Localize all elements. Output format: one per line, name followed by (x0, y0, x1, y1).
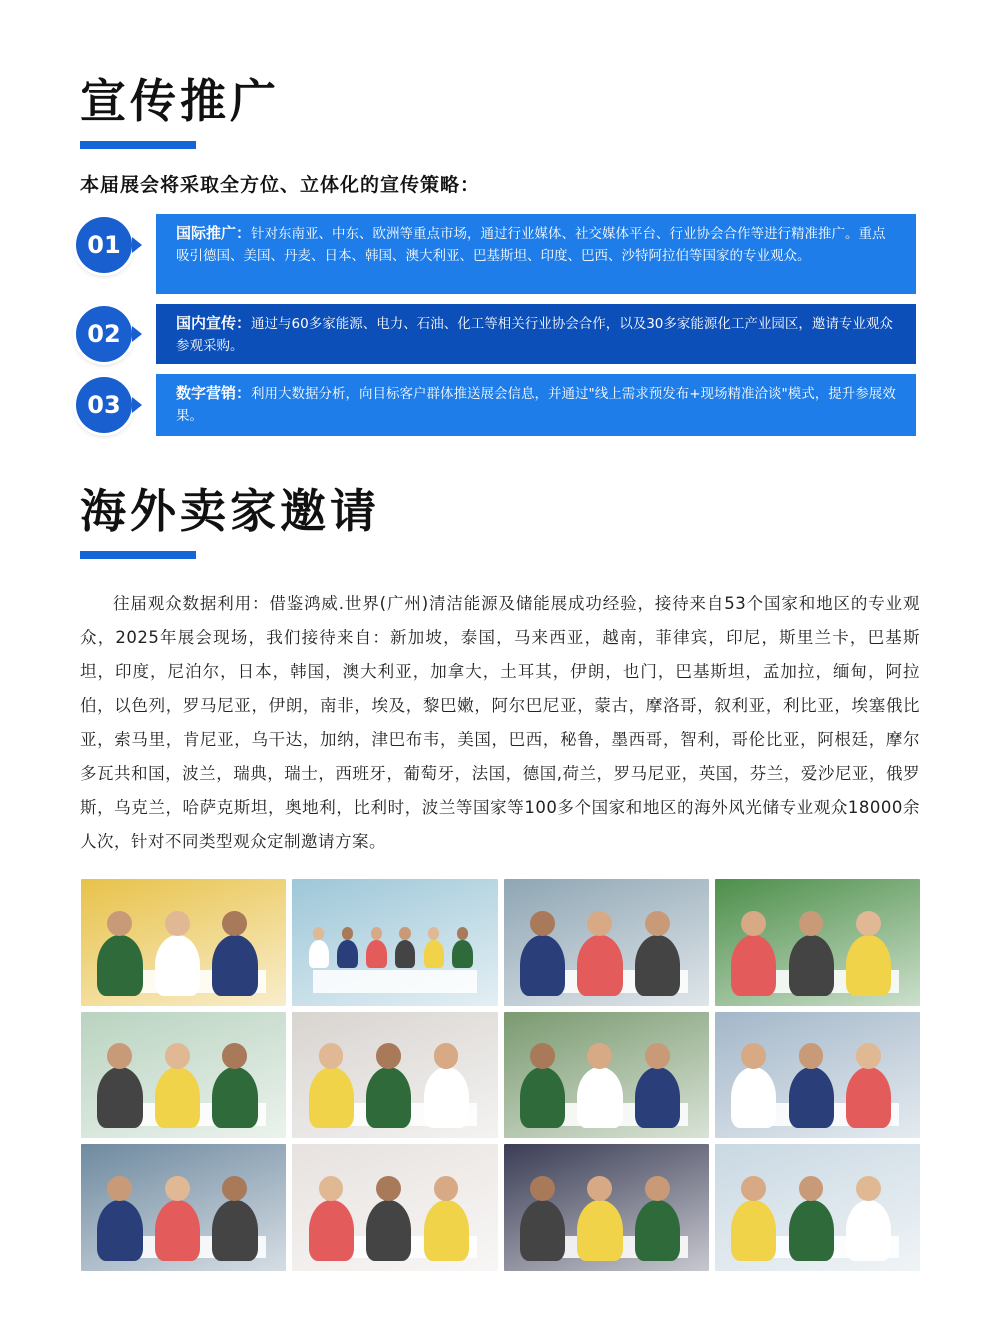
strategy-lead: 数字营销： (176, 384, 252, 402)
photo-person-shape (635, 935, 680, 996)
photo-person-shape (212, 935, 257, 996)
photo-booth-meeting-5 (292, 1012, 497, 1139)
number-badge: 02 (76, 306, 132, 362)
photo-person-shape (731, 1067, 776, 1128)
photo-head-shape (799, 1176, 824, 1201)
photo-person-shape (97, 1200, 142, 1261)
photo-head-shape (587, 1043, 612, 1068)
photo-head-shape (434, 1176, 459, 1201)
photo-head-shape (799, 1043, 824, 1068)
photo-head-shape (741, 911, 766, 936)
photo-person-shape (731, 1200, 776, 1261)
photo-head-shape (645, 911, 670, 936)
strategy-text: 利用大数据分析，向目标客户群体推送展会信息，并通过"线上需求预发布+现场精准洽谈"模式，提升参展效果。 (176, 386, 896, 424)
photo-person-shape (97, 1067, 142, 1128)
photo-head-shape (313, 927, 324, 940)
photo-person-shape (424, 1200, 469, 1261)
photo-person-shape (424, 1067, 469, 1128)
photo-booth-meeting-2 (504, 879, 709, 1006)
photo-group-banner (292, 879, 497, 1006)
photo-person-shape (846, 1200, 891, 1261)
photo-person-shape (395, 940, 416, 968)
overseas-body-text: 往届观众数据利用：借鉴鸿威.世界(广州)清洁能源及储能展成功经验，接待来自53个国家和地区的专业观众，2025年展会现场，我们接待来自：新加坡，泰国，马来西亚，越南，菲律宾，印尼，斯里兰卡，巴基斯坦，印度，尼泊尔，日本，韩国，澳大利亚，加拿大，土耳其，伊朗，也门，巴基斯坦，孟加拉，缅甸，阿拉伯，以色列，罗马尼亚，伊朗，南非，埃及，黎巴嫩，阿尔巴尼亚，蒙古，摩洛哥，叙利亚，利比亚，埃塞俄比亚，索马里，肯尼亚，乌干达，加纳，津巴布韦，美国，巴西，秘鲁，墨西哥，智利，哥伦比亚，阿根廷，摩尔多瓦共和国，波兰，瑞典，瑞士，西班牙，葡萄牙，法国，德国,荷兰，罗马尼亚，英国，芬兰，爱沙尼亚，俄罗斯，乌克兰，哈萨克斯坦，奥地利，比利时，波兰等国家等100多个国家和地区的海外风光储专业观众18000余人次，针对不同类型观众定制邀请方案。 (80, 594, 920, 851)
photo-person-shape (731, 935, 776, 996)
strategy-item-1 (76, 214, 916, 294)
photo-person-shape (577, 1200, 622, 1261)
photo-person-shape (309, 940, 330, 968)
photo-booth-meeting-8 (81, 1144, 286, 1271)
strategy-box (156, 304, 916, 364)
photo-head-shape (741, 1176, 766, 1201)
photo-person-shape (635, 1067, 680, 1128)
title-underline (80, 141, 196, 149)
photo-booth-meeting-3 (715, 879, 920, 1006)
photo-person-shape (309, 1200, 354, 1261)
photo-person-shape (846, 1067, 891, 1128)
photo-booth-meeting-6 (504, 1012, 709, 1139)
photo-person-shape (520, 935, 565, 996)
photo-person-shape (789, 1200, 834, 1261)
photo-head-shape (587, 1176, 612, 1201)
section-title-overseas-buyers: 海外卖家邀请 (80, 484, 380, 538)
photo-person-shape (155, 1200, 200, 1261)
photo-head-shape (107, 1043, 132, 1068)
photo-head-shape (376, 1043, 401, 1068)
photo-person-shape (309, 1067, 354, 1128)
photo-person-shape (337, 940, 358, 968)
photo-head-shape (165, 1043, 190, 1068)
photo-head-shape (741, 1043, 766, 1068)
photo-table-shape (313, 970, 477, 993)
photo-person-shape (366, 940, 387, 968)
section-title-promotion: 宣传推广 (80, 74, 280, 128)
photo-booth-meeting-7 (715, 1012, 920, 1139)
photo-head-shape (222, 1176, 247, 1201)
photo-head-shape (856, 911, 881, 936)
photo-head-shape (587, 911, 612, 936)
photo-head-shape (319, 1043, 344, 1068)
strategy-item-2 (76, 304, 916, 364)
photo-head-shape (856, 1043, 881, 1068)
photo-person-shape (520, 1067, 565, 1128)
photo-person-shape (155, 1067, 200, 1128)
photo-booth-meeting-11 (715, 1144, 920, 1271)
photo-head-shape (342, 927, 353, 940)
photo-head-shape (165, 1176, 190, 1201)
photo-head-shape (434, 1043, 459, 1068)
photo-person-shape (635, 1200, 680, 1261)
photo-person-shape (452, 940, 473, 968)
photo-person-shape (97, 935, 142, 996)
photo-head-shape (530, 911, 555, 936)
photo-head-shape (457, 927, 468, 940)
photo-person-shape (577, 1067, 622, 1128)
photo-head-shape (107, 911, 132, 936)
photo-head-shape (319, 1176, 344, 1201)
photo-head-shape (856, 1176, 881, 1201)
photo-head-shape (222, 911, 247, 936)
photo-head-shape (428, 927, 439, 940)
photo-head-shape (399, 927, 410, 940)
photo-head-shape (530, 1043, 555, 1068)
strategy-text: 通过与60多家能源、电力、石油、化工等相关行业协会合作，以及30多家能源化工产业园区，邀请专业观众参观采购。 (176, 316, 893, 354)
photo-head-shape (645, 1043, 670, 1068)
photo-head-shape (371, 927, 382, 940)
strategy-box (156, 214, 916, 294)
strategy-box (156, 374, 916, 436)
photo-head-shape (165, 911, 190, 936)
photo-head-shape (376, 1176, 401, 1201)
photo-booth-meeting-4 (81, 1012, 286, 1139)
photo-person-shape (155, 935, 200, 996)
photo-person-shape (424, 940, 445, 968)
photo-person-shape (520, 1200, 565, 1261)
number-badge: 01 (76, 217, 132, 273)
photo-person-shape (846, 935, 891, 996)
title-underline (80, 551, 196, 559)
photo-person-shape (366, 1200, 411, 1261)
number-badge: 03 (76, 377, 132, 433)
photo-head-shape (645, 1176, 670, 1201)
photo-person-shape (789, 935, 834, 996)
photo-booth-meeting-1 (81, 879, 286, 1006)
photo-gallery (81, 879, 920, 1271)
strategy-lead: 国内宣传： (176, 314, 252, 332)
photo-head-shape (107, 1176, 132, 1201)
photo-head-shape (799, 911, 824, 936)
strategy-intro: 本届展会将采取全方位、立体化的宣传策略： (80, 174, 481, 196)
photo-head-shape (530, 1176, 555, 1201)
photo-person-shape (789, 1067, 834, 1128)
photo-person-shape (212, 1067, 257, 1128)
photo-head-shape (222, 1043, 247, 1068)
photo-person-shape (366, 1067, 411, 1128)
strategy-text: 针对东南亚、中东、欧洲等重点市场，通过行业媒体、社交媒体平台、行业协会合作等进行精准推广。重点吸引德国、美国、丹麦、日本、韩国、澳大利亚、巴基斯坦、印度、巴西、沙特阿拉伯等国家的专业观众。 (176, 226, 886, 264)
photo-person-shape (577, 935, 622, 996)
strategy-item-3 (76, 374, 916, 436)
photo-booth-meeting-9 (292, 1144, 497, 1271)
photo-booth-meeting-10 (504, 1144, 709, 1271)
strategy-lead: 国际推广： (176, 224, 252, 242)
photo-person-shape (212, 1200, 257, 1261)
